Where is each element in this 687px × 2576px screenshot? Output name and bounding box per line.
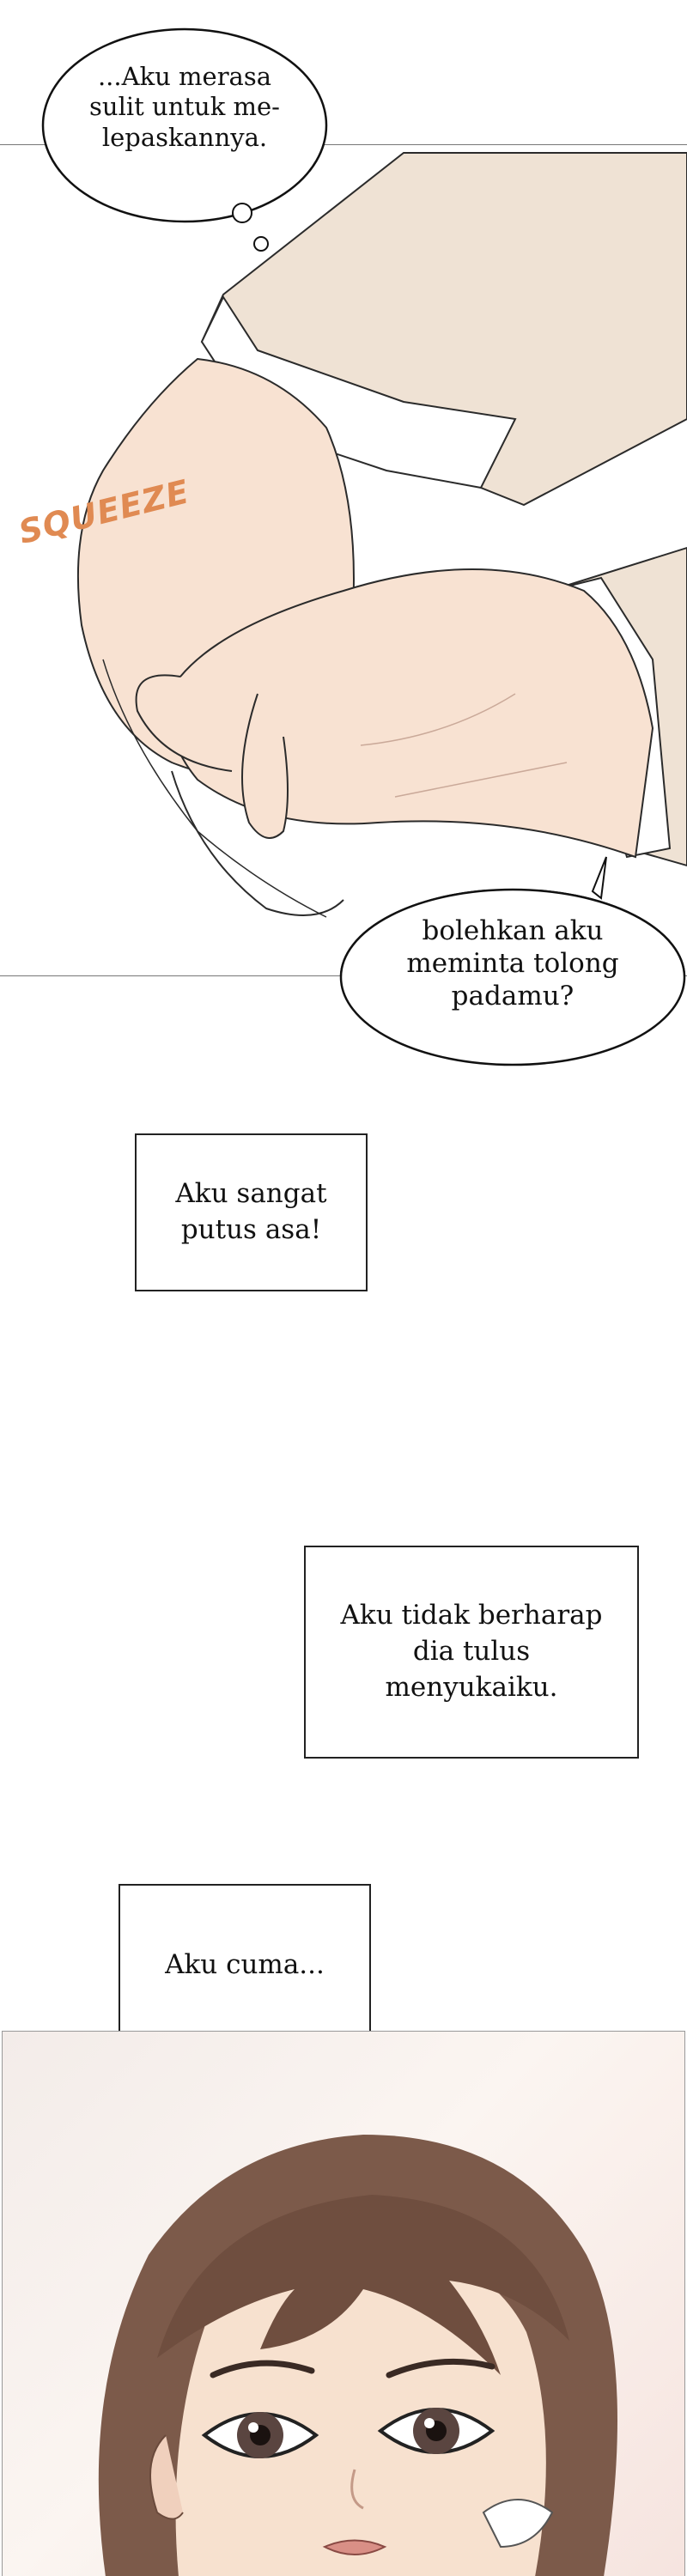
face-illustration [3, 2032, 685, 2576]
speech-bubble-top-text: ...Aku merasa sulit untuk me-lepaskannya. [89, 62, 280, 152]
caption-box-third [119, 1884, 371, 2047]
hands-illustration [0, 144, 687, 975]
caption-box-second [304, 1546, 639, 1759]
speech-bubble-middle-text: bolehkan aku meminta tolong padamu? [406, 915, 619, 1012]
hands-panel [0, 144, 687, 975]
caption-third-text: Aku cuma... [165, 1949, 325, 1981]
sfx-squeeze: SQUEEZE [15, 472, 193, 551]
caption-first-text: Aku sangat putus asa! [175, 1178, 327, 1245]
caption-box-first [135, 1133, 368, 1291]
caption-second-text: Aku tidak berharap dia tulus menyukaiku. [340, 1600, 603, 1703]
face-panel [2, 2031, 685, 2576]
